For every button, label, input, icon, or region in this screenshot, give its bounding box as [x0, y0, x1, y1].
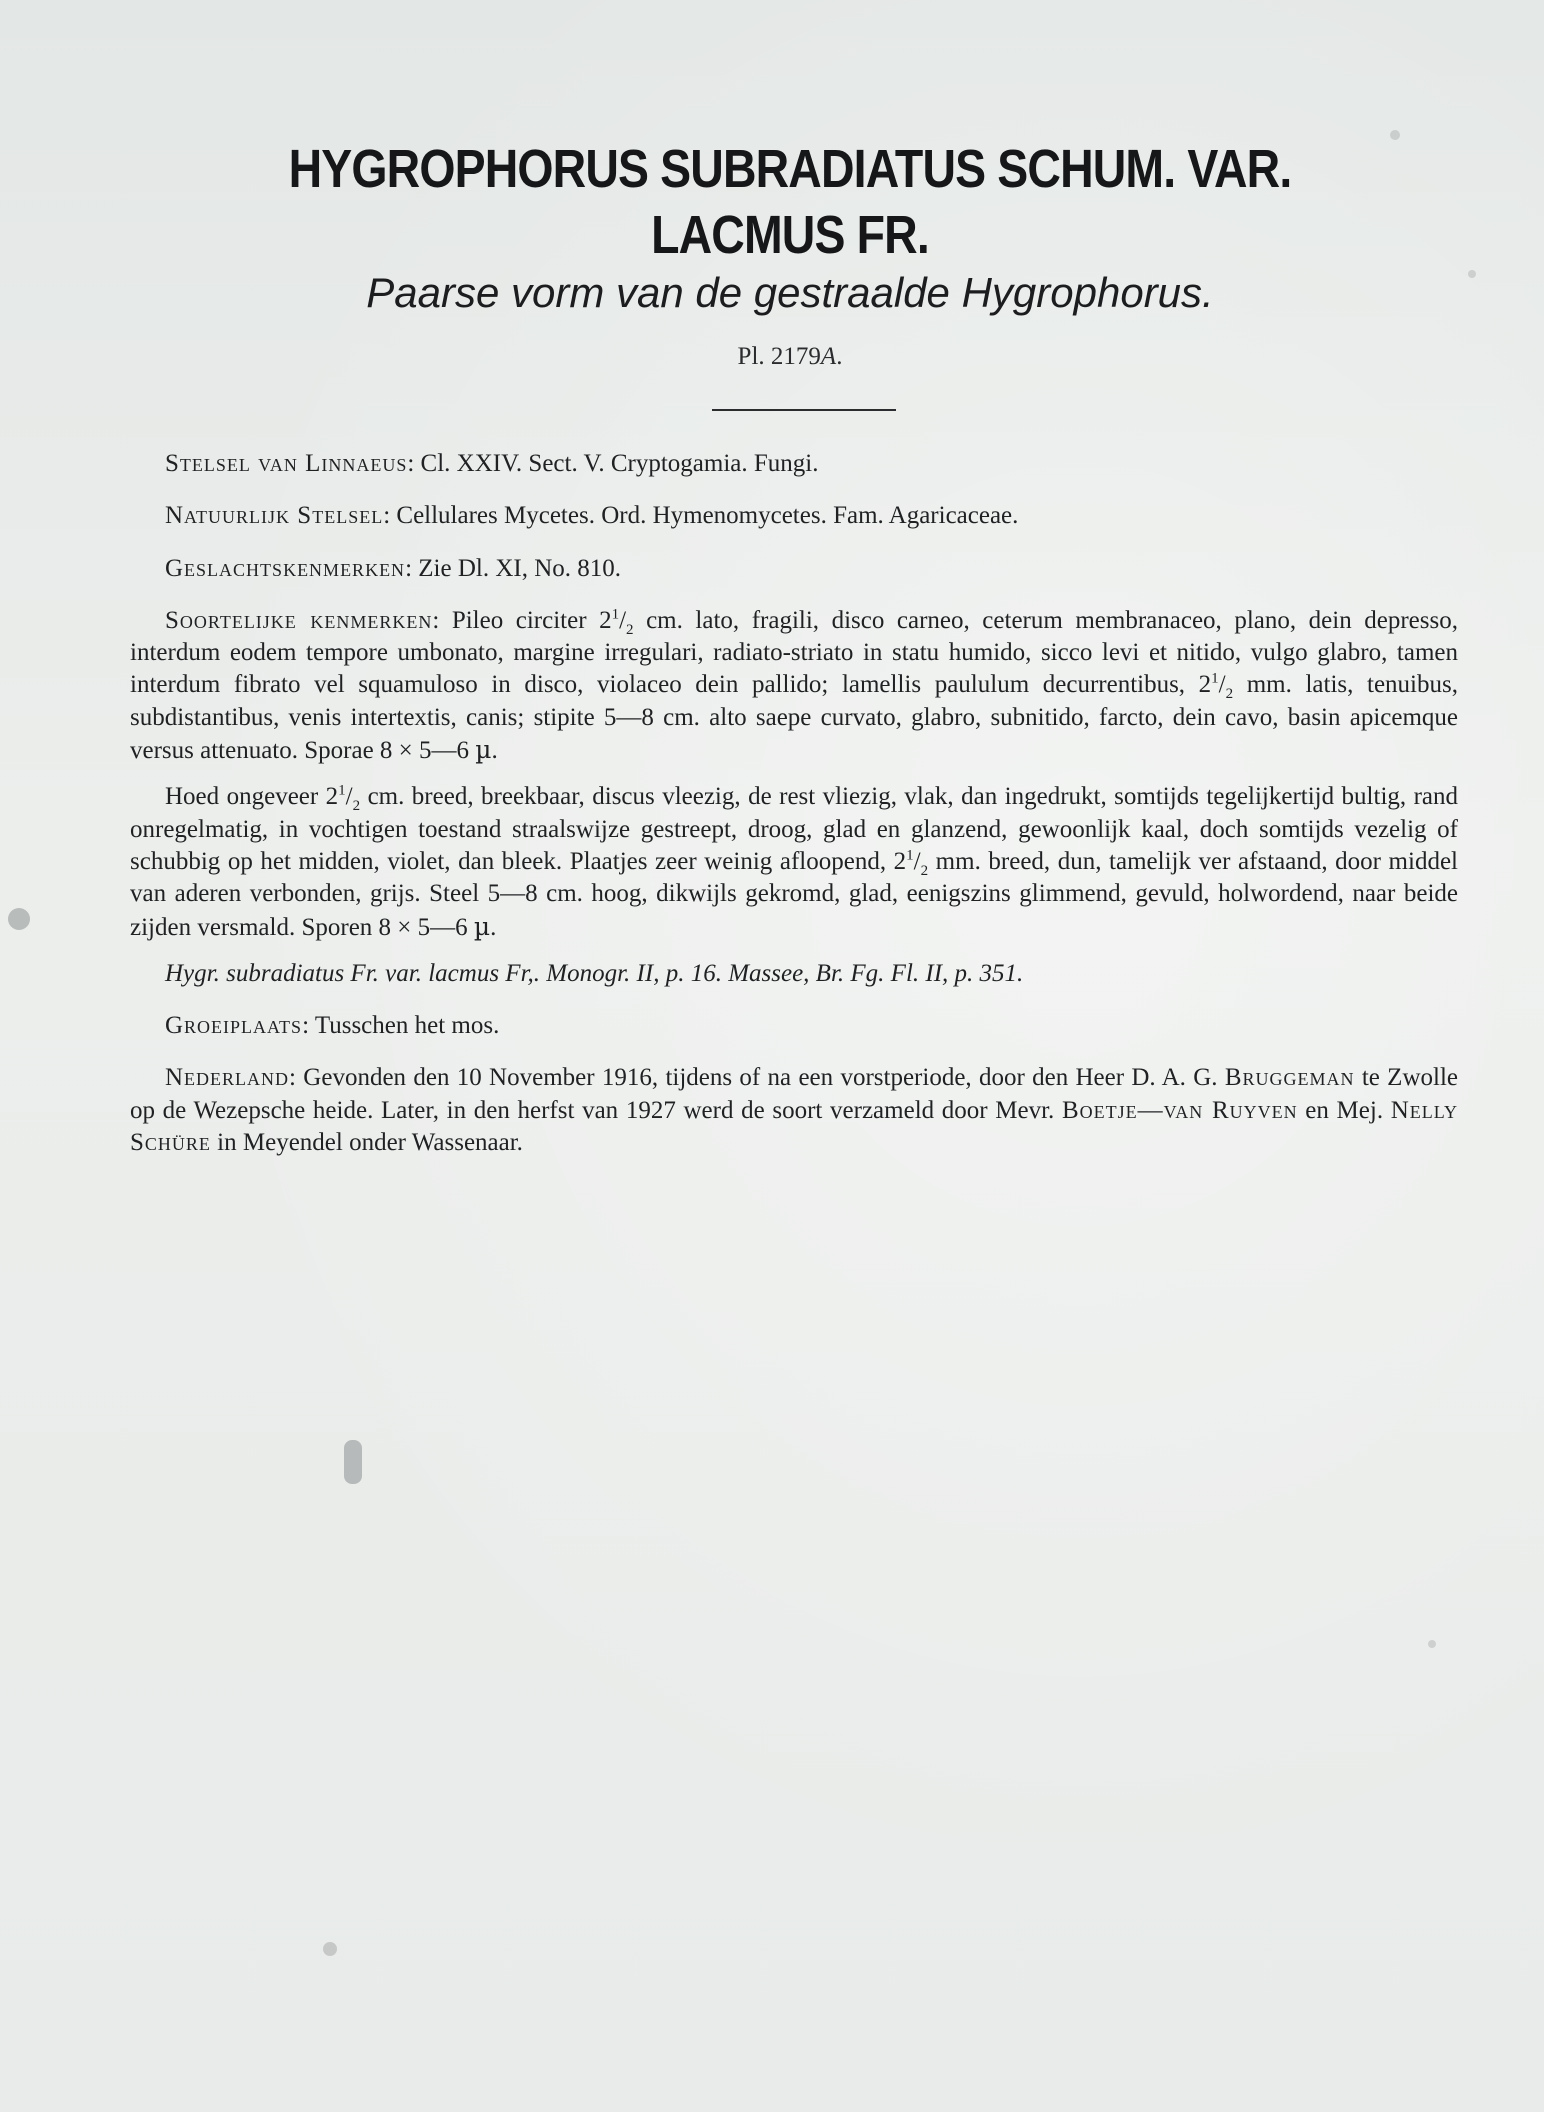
paragraph-natuurlijk-stelsel — [130, 500, 1458, 532]
paper-speck — [1428, 1640, 1436, 1648]
text-nederland-4: in Meyendel onder Wassenaar. — [210, 1129, 523, 1157]
fraction-half: $^1/_2$ — [1211, 671, 1234, 703]
plate-letter: A — [820, 343, 837, 370]
text-groeiplaats: : Tusschen het mos. — [302, 1012, 500, 1040]
fraction-half: $^1/_2$ — [906, 847, 929, 879]
collector-name-2: Boetje—van Ruyven — [1061, 1096, 1298, 1124]
document-body — [130, 448, 1458, 1159]
separator-rule — [712, 409, 896, 411]
dutch-text-part-1: Hoed ongeveer 2 — [165, 783, 339, 811]
paper-speck — [8, 908, 30, 930]
plate-reference — [300, 340, 1280, 374]
plate-prefix: Pl. 2179 — [737, 343, 821, 370]
paragraph-linnaeus — [130, 448, 1458, 480]
micron-unit: µ — [475, 735, 492, 765]
collector-name-3: Nelly Schüre — [130, 1096, 1458, 1157]
latin-text-part-2: cm. lato, fragili, disco carneo, ceterum membranaceo, plano, dein depresso, interdum eodem tempore umbonato, margine irregulari, radiato-striato in statu humido, sicco levi et nitido, vulgo glabro, tamen interdum fibrato vel squamuloso in disco, violaceo dein pallido; lamellis paululum decurrentibus, 2 — [130, 606, 1458, 699]
title-line-2: LACMUS FR. — [651, 205, 929, 265]
label-linnaeus: Stelsel van Linnaeus — [165, 450, 408, 477]
latin-text-part-1: : Pileo circiter 2 — [432, 606, 612, 634]
label-soortelijke-kenmerken: Soortelijke kenmerken — [165, 606, 433, 634]
label-groeiplaats: Groeiplaats — [165, 1012, 303, 1040]
label-natuurlijk-stelsel: Natuurlijk Stelsel — [165, 502, 384, 530]
paragraph-referentie: Hygr. subradiatus Fr. var. lacmus Fr,. Monogr. II, p. 16. Massee, Br. Fg. Fl. II, p. 351. — [165, 959, 1024, 987]
text-nederland-1: : Gevonden den 10 November 1916, tijdens of na een vorstperiode, door den Heer D. A. G. — [289, 1064, 1225, 1092]
paragraph-groeiplaats — [130, 1010, 1458, 1042]
label-nederland: Nederland — [165, 1064, 290, 1092]
dutch-common-name: Paarse vorm van de gestraalde Hygrophorus. — [366, 269, 1214, 316]
paragraph-geslachtskenmerken — [130, 553, 1458, 585]
collector-name-1: Bruggeman — [1224, 1064, 1355, 1092]
micron-unit: µ — [473, 911, 491, 941]
paragraph-beschrijving: Hoed ongeveer $2^1/_2$ cm. breed, breekbaar, discus vleezig, de rest vliezig, vlak, dan ingedrukt, somtijds tegelijkertijd bultig, rand onregelmatig, in vochtigen toestand straalswijze gestreept, droog, glad en glanzend, gewoonlijk kaal, doch somtijds vezelig of schubbig op het midden, violet, dan bleek. Plaatjes zeer weinig afloopend, $2^1/_2$ mm. breed, dun, tamelijk ver afstaand, door middel van aderen verbonden, grijs. Steel 5—8 cm. hoog, dikwijls gekromd, glad, eenigszins glimmend, gevuld, holwordend, naar beide zijden versmald. Sporen 8 × 5—6 µ. — [130, 783, 1459, 941]
text-geslachtskenmerken: : Zie Dl. XI, No. 810. — [405, 554, 622, 582]
text-linnaeus: : Cl. XXIV. Sect. V. Cryptogamia. Fungi. — [407, 450, 819, 477]
title-line-1: HYGROPHORUS SUBRADIATUS SCHUM. VAR. — [288, 139, 1292, 199]
paper-speck — [323, 1942, 337, 1956]
plate-suffix: . — [836, 343, 843, 370]
fraction-half: $^1/_2$ — [611, 606, 634, 638]
paragraph-soortelijke-kenmerken: Soortelijke kenmerken: Pileo circiter $2^1/_2$ cm. lato, fragili, disco carneo, ceterum membranaceo, plano, dein depresso, interdum eodem tempore umbonato, margine irregulari, radiato-striato in statu humido, sicco levi et nitido, vulgo glabro, tamen interdum fibrato vel squamuloso in disco, violaceo dein pallido; lamellis paululum decurrentibus, $2^1/_2$ mm. latis, tenuibus, subdistantibus, venis intertextis, canis; stipite 5—8 cm. alto saepe curvato, glabro, subnitido, farcto, dein cavo, basin apicemque versus attenuato. Sporae 8 × 5—6 µ. — [130, 606, 1458, 765]
label-geslachtskenmerken: Geslachtskenmerken — [165, 554, 406, 582]
text-nederland-3: en Mej. — [1297, 1096, 1391, 1124]
text-natuurlijk-stelsel: : Cellulares Mycetes. Ord. Hymenomycetes. Fam. Agaricaceae. — [383, 502, 1019, 530]
paper-speck — [1468, 270, 1476, 278]
paper-speck — [1390, 130, 1400, 140]
fraction-half: $^1/_2$ — [338, 783, 361, 815]
paragraph-nederland — [130, 1062, 1458, 1159]
latin-text-part-3: mm. latis, tenuibus, subdistantibus, venis intertextis, canis; stipite 5—8 cm. alto saepe curvato, glabro, subnitido, farcto, dein cavo, basin apicemque versus attenuato. Sporae 8 × 5—6 — [130, 671, 1458, 765]
dutch-text-part-2: cm. breed, breekbaar, discus vleezig, de rest vliezig, vlak, dan ingedrukt, somtijds tegelijkertijd bultig, rand onregelmatig, in vochtigen toestand straalswijze gestreept, droog, glad en glanzend, gewoonlijk kaal, doch somtijds vezelig of schubbig op het midden, violet, dan bleek. Plaatjes zeer weinig afloopend, 2 — [130, 783, 1459, 875]
text-nederland-2: te Zwolle op de Wezepsche heide. Later, in den herfst van 1927 werd de soort verzameld door Mevr. — [130, 1064, 1458, 1124]
paper-speck — [344, 1440, 362, 1484]
dutch-text-part-3: mm. breed, dun, tamelijk ver afstaand, door middel van aderen verbonden, grijs. Steel 5—8 cm. hoog, dikwijls gekromd, glad, eenigszins glimmend, gevuld, holwordend, naar beide zijden versmald. Sporen 8 × 5—6 — [130, 847, 1458, 941]
